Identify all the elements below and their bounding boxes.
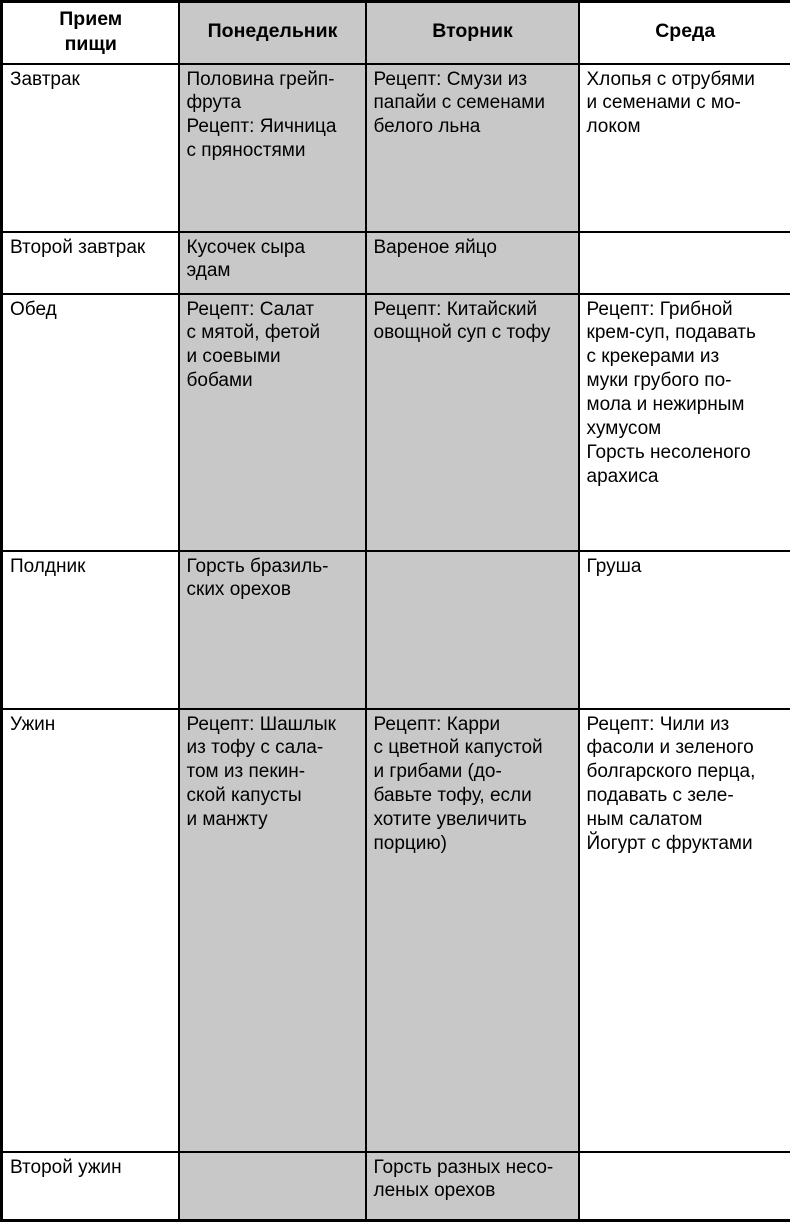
meal-label-second-breakfast: Второй завтрак bbox=[2, 232, 179, 294]
meal-label-dinner: Ужин bbox=[2, 709, 179, 1152]
table-row-snack bbox=[2, 551, 790, 709]
cell-snack-tuesday bbox=[366, 551, 579, 709]
cell-breakfast-monday: Половина грейп- фрута Рецепт: Яичница с пряностями bbox=[179, 64, 366, 232]
header-meal: Прием пищи bbox=[2, 2, 179, 64]
header-wednesday: Среда bbox=[579, 2, 790, 64]
cell-dinner-tuesday: Рецепт: Карри с цветной капустой и грибами (до- бавьте тофу, если хотите увеличить порцию) bbox=[366, 709, 579, 1152]
cell-second-breakfast-tuesday: Вареное яйцо bbox=[366, 232, 579, 294]
cell-breakfast-wednesday: Хлопья с отрубями и семенами с мо- локом bbox=[579, 64, 790, 232]
table-row-lunch bbox=[2, 294, 790, 551]
cell-lunch-tuesday: Рецепт: Китайский овощной суп с тофу bbox=[366, 294, 579, 551]
cell-lunch-monday: Рецепт: Салат с мятой, фетой и соевыми бобами bbox=[179, 294, 366, 551]
meal-label-second-dinner: Второй ужин bbox=[2, 1152, 179, 1221]
cell-second-breakfast-wednesday bbox=[579, 232, 790, 294]
header-tuesday: Вторник bbox=[366, 2, 579, 64]
table-header-row bbox=[2, 2, 790, 64]
table-row-second-dinner bbox=[2, 1152, 790, 1221]
meal-label-lunch: Обед bbox=[2, 294, 179, 551]
cell-breakfast-tuesday: Рецепт: Смузи из папайи с семенами белого льна bbox=[366, 64, 579, 232]
meal-label-snack: Полдник bbox=[2, 551, 179, 709]
cell-snack-monday: Горсть бразиль- ских орехов bbox=[179, 551, 366, 709]
table-row-dinner bbox=[2, 709, 790, 1152]
header-monday: Понедельник bbox=[179, 2, 366, 64]
cell-snack-wednesday: Груша bbox=[579, 551, 790, 709]
cell-second-dinner-tuesday: Горсть разных несо- леных орехов bbox=[366, 1152, 579, 1221]
cell-second-dinner-wednesday bbox=[579, 1152, 790, 1221]
table-row-second-breakfast bbox=[2, 232, 790, 294]
cell-second-breakfast-monday: Кусочек сыра эдам bbox=[179, 232, 366, 294]
table-row-breakfast bbox=[2, 64, 790, 232]
cell-lunch-wednesday: Рецепт: Грибной крем-суп, подавать с крекерами из муки грубого по- мола и нежирным хумусом Горсть несоленого арахиса bbox=[579, 294, 790, 551]
meal-label-breakfast: Завтрак bbox=[2, 64, 179, 232]
cell-dinner-wednesday: Рецепт: Чили из фасоли и зеленого болгарского перца, подавать с зеле- ным салатом Йогурт с фруктами bbox=[579, 709, 790, 1152]
cell-second-dinner-monday bbox=[179, 1152, 366, 1221]
cell-dinner-monday: Рецепт: Шашлык из тофу с сала- том из пекин- ской капусты и манжту bbox=[179, 709, 366, 1152]
